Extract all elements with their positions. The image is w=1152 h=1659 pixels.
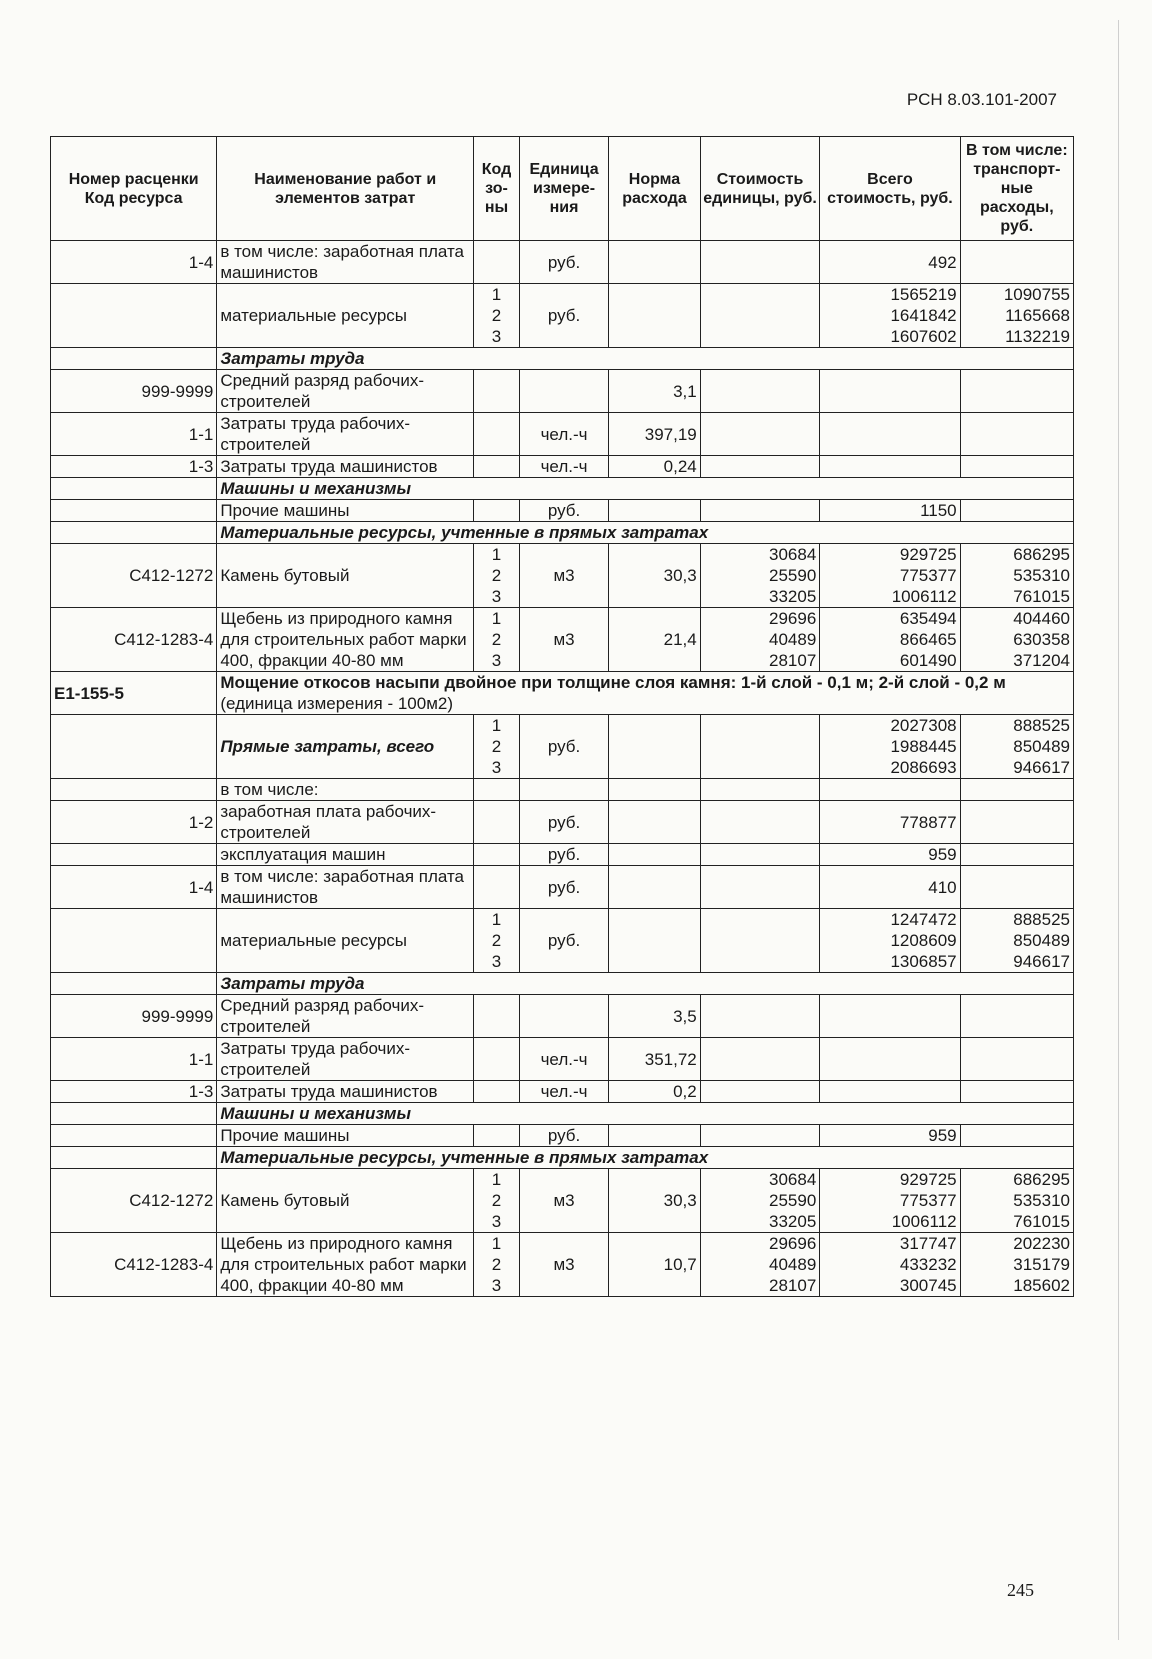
cell-total bbox=[820, 370, 960, 413]
section-title: Затраты труда bbox=[217, 348, 1074, 370]
cell-code bbox=[51, 844, 217, 866]
cell-unit-cost bbox=[700, 1038, 820, 1081]
cell-unit bbox=[519, 370, 608, 413]
cell-unit: м3 bbox=[519, 608, 608, 672]
cell-unit: руб. bbox=[519, 715, 608, 779]
cell-unit-cost bbox=[700, 779, 820, 801]
table-row bbox=[51, 801, 1074, 844]
cell-unit: чел.-ч bbox=[519, 456, 608, 478]
cell-norm bbox=[609, 241, 700, 284]
cell-norm: 3,5 bbox=[609, 995, 700, 1038]
cell-unit: руб. bbox=[519, 284, 608, 348]
cell-zone: 1 2 3 bbox=[474, 608, 520, 672]
cell-total: 317747 433232 300745 bbox=[820, 1233, 960, 1297]
cell-unit: руб. bbox=[519, 844, 608, 866]
cell-code: 1-1 bbox=[51, 1038, 217, 1081]
cell-zone bbox=[474, 370, 520, 413]
table-row bbox=[51, 241, 1074, 284]
cell-name: Щебень из природного камня для строительных работ марки 400, фракции 40-80 мм bbox=[217, 608, 474, 672]
cell-transport: 404460 630358 371204 bbox=[960, 608, 1073, 672]
cell-name: в том числе: заработная плата машинистов bbox=[217, 866, 474, 909]
section-title: Машины и механизмы bbox=[217, 478, 1074, 500]
section-row bbox=[51, 522, 1074, 544]
cell-unit bbox=[519, 995, 608, 1038]
cell-transport bbox=[960, 779, 1073, 801]
cell-total: 2027308 1988445 2086693 bbox=[820, 715, 960, 779]
cell-norm bbox=[609, 844, 700, 866]
cell-transport bbox=[960, 801, 1073, 844]
cell-code bbox=[51, 973, 217, 995]
cell-norm bbox=[609, 715, 700, 779]
cell-zone: 1 2 3 bbox=[474, 1233, 520, 1297]
cell-total bbox=[820, 779, 960, 801]
cell-unit-cost: 30684 25590 33205 bbox=[700, 544, 820, 608]
cell-norm bbox=[609, 909, 700, 973]
rate-title: Мощение откосов насыпи двойное при толщине слоя камня: 1-й слой - 0,1 м; 2-й слой - 0,2 м bbox=[220, 673, 1006, 692]
cell-norm bbox=[609, 500, 700, 522]
cell-unit-cost bbox=[700, 1081, 820, 1103]
cell-transport: 686295 535310 761015 bbox=[960, 1169, 1073, 1233]
cell-unit-cost bbox=[700, 844, 820, 866]
cell-transport bbox=[960, 844, 1073, 866]
table-row bbox=[51, 844, 1074, 866]
cell-norm bbox=[609, 1125, 700, 1147]
cell-norm: 0,24 bbox=[609, 456, 700, 478]
cell-zone: 1 2 3 bbox=[474, 284, 520, 348]
cell-zone: 1 2 3 bbox=[474, 715, 520, 779]
header-norm: Норма расхода bbox=[609, 137, 700, 241]
section-title: Затраты труда bbox=[217, 973, 1074, 995]
cell-unit-cost: 29696 40489 28107 bbox=[700, 608, 820, 672]
table-row bbox=[51, 866, 1074, 909]
cell-zone bbox=[474, 1038, 520, 1081]
cell-total: 1150 bbox=[820, 500, 960, 522]
table-row bbox=[51, 370, 1074, 413]
cell-unit-cost bbox=[700, 456, 820, 478]
cell-unit-cost bbox=[700, 801, 820, 844]
cell-transport bbox=[960, 370, 1073, 413]
cell-unit-cost bbox=[700, 1125, 820, 1147]
cell-unit: м3 bbox=[519, 1233, 608, 1297]
cell-zone bbox=[474, 1125, 520, 1147]
cell-total bbox=[820, 413, 960, 456]
cell-name: Прочие машины bbox=[217, 1125, 474, 1147]
cell-total: 635494 866465 601490 bbox=[820, 608, 960, 672]
cell-name: Средний разряд рабочих-строителей bbox=[217, 370, 474, 413]
table-row bbox=[51, 284, 1074, 348]
cell-name: Затраты труда машинистов bbox=[217, 456, 474, 478]
table-row bbox=[51, 1038, 1074, 1081]
table-row bbox=[51, 413, 1074, 456]
cell-name: в том числе: bbox=[217, 779, 474, 801]
cell-norm: 397,19 bbox=[609, 413, 700, 456]
cell-code bbox=[51, 1147, 217, 1169]
cell-name: заработная плата рабочих-строителей bbox=[217, 801, 474, 844]
table-row bbox=[51, 1169, 1074, 1233]
header-unit-cost: Стоимость единицы, руб. bbox=[700, 137, 820, 241]
cell-unit: чел.-ч bbox=[519, 1081, 608, 1103]
cell-unit-cost: 30684 25590 33205 bbox=[700, 1169, 820, 1233]
cell-code bbox=[51, 284, 217, 348]
cell-total bbox=[820, 995, 960, 1038]
section-title: Материальные ресурсы, учтенные в прямых затратах bbox=[217, 1147, 1074, 1169]
cell-name: материальные ресурсы bbox=[217, 909, 474, 973]
cell-code bbox=[51, 1103, 217, 1125]
cell-norm bbox=[609, 866, 700, 909]
cell-transport bbox=[960, 500, 1073, 522]
cell-zone bbox=[474, 779, 520, 801]
cell-zone: 1 2 3 bbox=[474, 544, 520, 608]
cell-zone bbox=[474, 413, 520, 456]
cell-code bbox=[51, 348, 217, 370]
section-row bbox=[51, 348, 1074, 370]
cell-unit: руб. bbox=[519, 1125, 608, 1147]
cell-code bbox=[51, 1125, 217, 1147]
cell-transport: 888525 850489 946617 bbox=[960, 909, 1073, 973]
table-row bbox=[51, 544, 1074, 608]
cell-norm bbox=[609, 284, 700, 348]
header-code: Номер расценки Код ресурса bbox=[51, 137, 217, 241]
table-row bbox=[51, 1081, 1074, 1103]
cell-unit: м3 bbox=[519, 544, 608, 608]
cell-code: 1-3 bbox=[51, 1081, 217, 1103]
cell-name: Затраты труда машинистов bbox=[217, 1081, 474, 1103]
cell-unit-cost bbox=[700, 866, 820, 909]
cell-zone bbox=[474, 866, 520, 909]
cell-code bbox=[51, 500, 217, 522]
cell-unit bbox=[519, 779, 608, 801]
rates-table bbox=[50, 136, 1074, 1297]
cell-zone bbox=[474, 844, 520, 866]
cell-total: 1247472 1208609 1306857 bbox=[820, 909, 960, 973]
header-transport: В том числе: транспорт-ные расходы, руб. bbox=[960, 137, 1073, 241]
cell-code bbox=[51, 522, 217, 544]
cell-name: эксплуатация машин bbox=[217, 844, 474, 866]
cell-total: 929725 775377 1006112 bbox=[820, 544, 960, 608]
document-code: РСН 8.03.101-2007 bbox=[906, 90, 1057, 109]
cell-unit-cost bbox=[700, 500, 820, 522]
section-title: Материальные ресурсы, учтенные в прямых затратах bbox=[217, 522, 1074, 544]
rate-title-row bbox=[51, 672, 1074, 715]
cell-unit-cost bbox=[700, 370, 820, 413]
table-body bbox=[51, 241, 1074, 1297]
cell-transport bbox=[960, 995, 1073, 1038]
cell-norm: 30,3 bbox=[609, 1169, 700, 1233]
cell-unit: руб. bbox=[519, 866, 608, 909]
cell-unit: чел.-ч bbox=[519, 1038, 608, 1081]
cell-zone bbox=[474, 1081, 520, 1103]
cell-transport bbox=[960, 1081, 1073, 1103]
page-number: 245 bbox=[1007, 1580, 1034, 1600]
cell-name: Прямые затраты, всего bbox=[217, 715, 474, 779]
cell-norm: 0,2 bbox=[609, 1081, 700, 1103]
table-row bbox=[51, 1125, 1074, 1147]
cell-name: Камень бутовый bbox=[217, 1169, 474, 1233]
cell-transport bbox=[960, 241, 1073, 284]
cell-code bbox=[51, 478, 217, 500]
cell-norm bbox=[609, 779, 700, 801]
cell-code: С412-1283-4 bbox=[51, 608, 217, 672]
cell-norm: 30,3 bbox=[609, 544, 700, 608]
cell-total bbox=[820, 456, 960, 478]
header-total: Всего стоимость, руб. bbox=[820, 137, 960, 241]
cell-transport bbox=[960, 866, 1073, 909]
cell-transport: 888525 850489 946617 bbox=[960, 715, 1073, 779]
cell-code: 1-4 bbox=[51, 866, 217, 909]
cell-transport: 686295 535310 761015 bbox=[960, 544, 1073, 608]
cell-zone bbox=[474, 500, 520, 522]
cell-total: 410 bbox=[820, 866, 960, 909]
cell-norm: 10,7 bbox=[609, 1233, 700, 1297]
cell-zone: 1 2 3 bbox=[474, 1169, 520, 1233]
section-row bbox=[51, 973, 1074, 995]
table-row bbox=[51, 500, 1074, 522]
rate-title-cell bbox=[217, 672, 1074, 715]
cell-transport bbox=[960, 1125, 1073, 1147]
rate-code: Е1-155-5 bbox=[51, 672, 217, 715]
section-row bbox=[51, 478, 1074, 500]
cell-transport: 202230 315179 185602 bbox=[960, 1233, 1073, 1297]
cell-name: Средний разряд рабочих-строителей bbox=[217, 995, 474, 1038]
cell-total: 929725 775377 1006112 bbox=[820, 1169, 960, 1233]
cell-name: в том числе: заработная плата машинистов bbox=[217, 241, 474, 284]
cell-zone bbox=[474, 801, 520, 844]
cell-norm: 21,4 bbox=[609, 608, 700, 672]
cell-name: Прочие машины bbox=[217, 500, 474, 522]
cell-code: 999-9999 bbox=[51, 995, 217, 1038]
header-name: Наименование работ и элементов затрат bbox=[217, 137, 474, 241]
cell-name: Затраты труда рабочих-строителей bbox=[217, 413, 474, 456]
cell-code: С412-1272 bbox=[51, 544, 217, 608]
cell-code: 1-1 bbox=[51, 413, 217, 456]
header-zone: Код зо-ны bbox=[474, 137, 520, 241]
cell-total: 959 bbox=[820, 844, 960, 866]
cell-code bbox=[51, 715, 217, 779]
cell-total: 778877 bbox=[820, 801, 960, 844]
cell-code bbox=[51, 779, 217, 801]
cell-unit-cost bbox=[700, 241, 820, 284]
cell-name: материальные ресурсы bbox=[217, 284, 474, 348]
cell-code: 1-3 bbox=[51, 456, 217, 478]
table-row bbox=[51, 1233, 1074, 1297]
cell-total: 492 bbox=[820, 241, 960, 284]
cell-unit: руб. bbox=[519, 500, 608, 522]
table-row bbox=[51, 608, 1074, 672]
cell-transport bbox=[960, 456, 1073, 478]
cell-zone bbox=[474, 456, 520, 478]
cell-name: Затраты труда рабочих-строителей bbox=[217, 1038, 474, 1081]
cell-unit-cost bbox=[700, 284, 820, 348]
section-row bbox=[51, 1147, 1074, 1169]
cell-zone bbox=[474, 995, 520, 1038]
table-header-row bbox=[51, 137, 1074, 241]
cell-transport bbox=[960, 1038, 1073, 1081]
cell-code bbox=[51, 909, 217, 973]
cell-unit: руб. bbox=[519, 241, 608, 284]
cell-unit-cost bbox=[700, 715, 820, 779]
table-row bbox=[51, 995, 1074, 1038]
table-row bbox=[51, 779, 1074, 801]
cell-unit: чел.-ч bbox=[519, 413, 608, 456]
cell-unit-cost bbox=[700, 413, 820, 456]
cell-code: 999-9999 bbox=[51, 370, 217, 413]
cell-zone bbox=[474, 241, 520, 284]
section-title: Машины и механизмы bbox=[217, 1103, 1074, 1125]
cell-code: 1-4 bbox=[51, 241, 217, 284]
cell-unit: м3 bbox=[519, 1169, 608, 1233]
cell-norm: 3,1 bbox=[609, 370, 700, 413]
cell-total bbox=[820, 1081, 960, 1103]
cell-total: 1565219 1641842 1607602 bbox=[820, 284, 960, 348]
cell-norm bbox=[609, 801, 700, 844]
cell-transport bbox=[960, 413, 1073, 456]
cell-name: Камень бутовый bbox=[217, 544, 474, 608]
cell-code: 1-2 bbox=[51, 801, 217, 844]
table-row bbox=[51, 909, 1074, 973]
cell-unit-cost bbox=[700, 995, 820, 1038]
cell-total: 959 bbox=[820, 1125, 960, 1147]
cell-unit-cost bbox=[700, 909, 820, 973]
cell-total bbox=[820, 1038, 960, 1081]
page-edge-line bbox=[1118, 20, 1119, 1640]
cell-name: Щебень из природного камня для строительных работ марки 400, фракции 40-80 мм bbox=[217, 1233, 474, 1297]
cell-unit: руб. bbox=[519, 909, 608, 973]
cell-transport: 1090755 1165668 1132219 bbox=[960, 284, 1073, 348]
cell-unit-cost: 29696 40489 28107 bbox=[700, 1233, 820, 1297]
rate-unit-note: (единица измерения - 100м2) bbox=[220, 694, 453, 713]
cell-unit: руб. bbox=[519, 801, 608, 844]
table-row bbox=[51, 456, 1074, 478]
cell-norm: 351,72 bbox=[609, 1038, 700, 1081]
cell-code: С412-1283-4 bbox=[51, 1233, 217, 1297]
section-row bbox=[51, 1103, 1074, 1125]
header-unit: Единица измере-ния bbox=[519, 137, 608, 241]
cell-code: С412-1272 bbox=[51, 1169, 217, 1233]
cell-zone: 1 2 3 bbox=[474, 909, 520, 973]
table-row bbox=[51, 715, 1074, 779]
